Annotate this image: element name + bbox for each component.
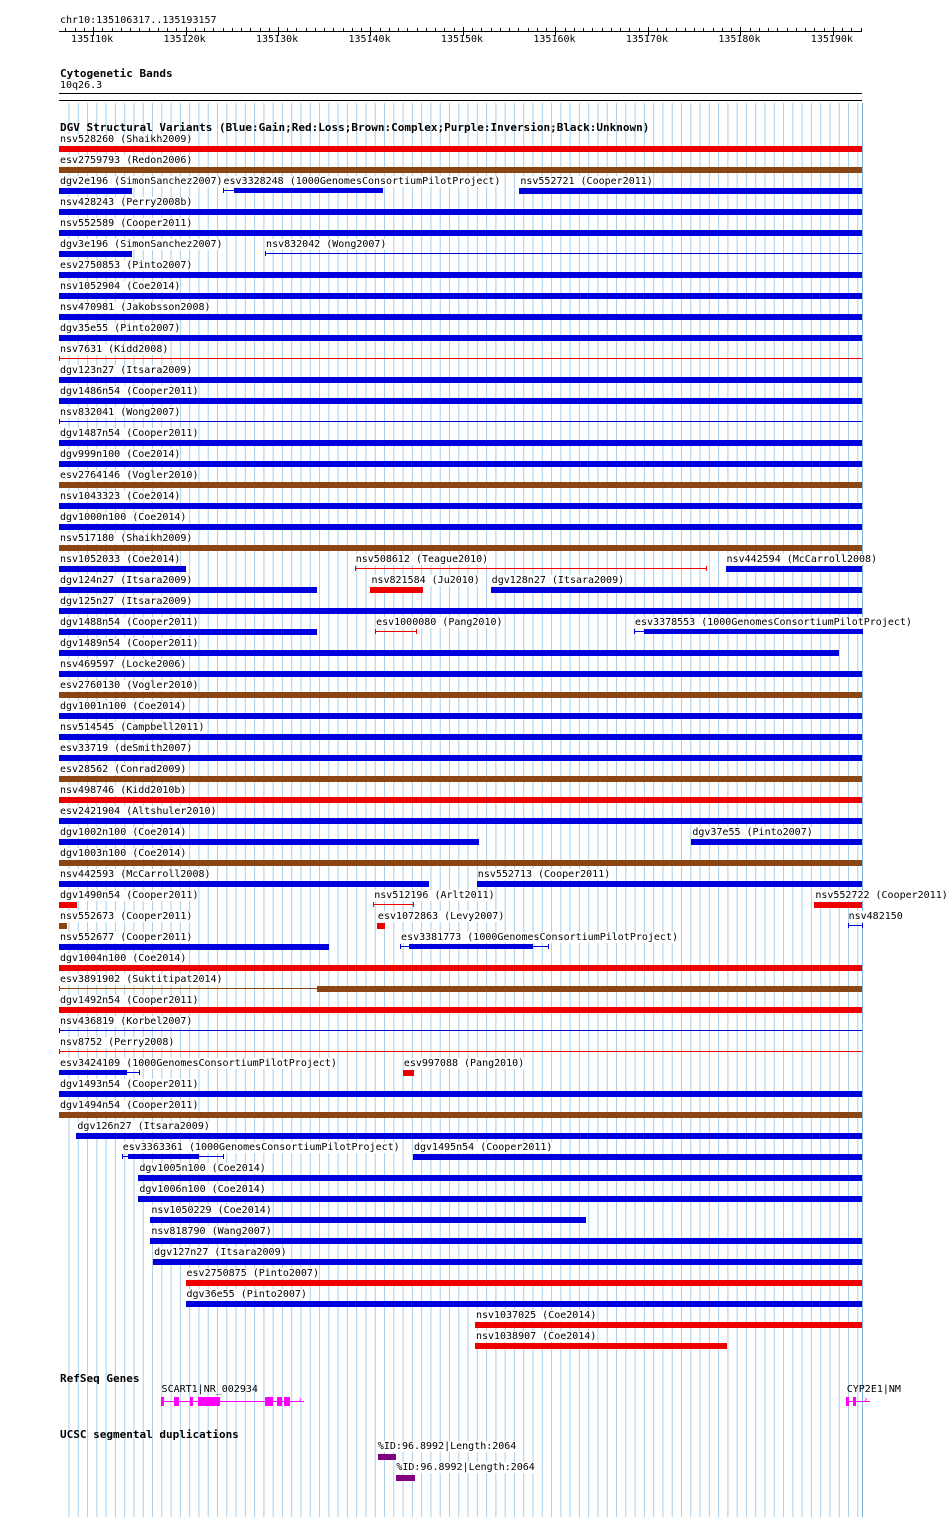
gene-exon	[174, 1397, 179, 1406]
ruler-minor-tick	[796, 28, 797, 31]
sv-label: dgv36e55 (Pinto2007)	[186, 1289, 307, 1300]
sv-label: nsv552677 (Cooper2011)	[60, 932, 193, 943]
sv-label: nsv1037025 (Coe2014)	[475, 1310, 597, 1321]
segdup-bar	[396, 1475, 414, 1481]
sv-bar	[726, 566, 862, 572]
sv-label: dgv1006n100 (Coe2014)	[139, 1184, 266, 1195]
sv-line-cap	[634, 629, 635, 634]
sv-bar	[59, 902, 77, 908]
sv-line-cap	[373, 902, 374, 907]
sv-bar	[519, 188, 862, 194]
sv-line	[59, 988, 317, 989]
sv-line	[265, 253, 862, 254]
sv-label: nsv514545 (Campbell2011)	[60, 722, 205, 733]
sv-label: esv2421904 (Altshuler2010)	[60, 806, 217, 817]
gene-label: SCART1|NR_002934	[161, 1384, 258, 1395]
sv-bar	[59, 314, 862, 320]
sv-label: nsv552589 (Cooper2011)	[60, 218, 193, 229]
ruler-minor-tick	[426, 28, 427, 31]
sv-label: nsv442594 (McCarroll2008)	[726, 554, 878, 565]
sv-label: dgv1487n54 (Cooper2011)	[60, 428, 199, 439]
ruler-minor-tick	[528, 28, 529, 31]
sv-bar	[153, 1259, 862, 1265]
sv-bar	[59, 545, 862, 551]
sv-bar	[59, 188, 132, 194]
ruler-minor-tick	[713, 28, 714, 31]
sv-bar	[59, 944, 329, 950]
sv-bar	[186, 1301, 862, 1307]
segdup-track-title: UCSC segmental duplications	[60, 1428, 239, 1441]
ruler-minor-tick	[158, 28, 159, 31]
sv-bar	[186, 1280, 862, 1286]
sv-bar	[644, 629, 862, 634]
sv-label: dgv1001n100 (Coe2014)	[60, 701, 187, 712]
sv-label: esv3363361 (1000GenomesConsortiumPilotProject)	[122, 1142, 400, 1153]
sv-bar	[814, 902, 862, 908]
sv-label: dgv1488n54 (Cooper2011)	[60, 617, 199, 628]
ruler-minor-tick	[500, 28, 501, 31]
ruler-tick-label: 135140k	[348, 34, 391, 45]
sv-line-cap	[59, 356, 60, 361]
ruler-minor-tick	[565, 28, 566, 31]
ruler-minor-tick	[787, 28, 788, 31]
ruler-minor-tick	[130, 28, 131, 31]
ruler-minor-tick	[176, 28, 177, 31]
sv-bar	[59, 524, 862, 530]
ruler-minor-tick	[407, 28, 408, 31]
sv-bar	[59, 881, 429, 887]
ruler-minor-tick	[260, 28, 261, 31]
ruler-minor-tick	[731, 28, 732, 31]
ruler-minor-tick	[602, 28, 603, 31]
ruler-minor-tick	[777, 28, 778, 31]
sv-label: dgv999n100 (Coe2014)	[60, 449, 181, 460]
ruler-minor-tick	[75, 28, 76, 31]
sv-bar	[128, 1154, 199, 1159]
sv-line-cap	[223, 188, 224, 193]
sv-label: dgv1486n54 (Cooper2011)	[60, 386, 199, 397]
sv-bar	[59, 293, 862, 299]
sv-line-cap	[265, 251, 266, 256]
ruler-minor-tick	[315, 28, 316, 31]
cytoband-line-top	[59, 93, 862, 94]
sv-bar	[59, 860, 862, 866]
sv-label: nsv1052033 (Coe2014)	[60, 554, 181, 565]
sv-bar	[491, 587, 862, 593]
ruler-minor-tick	[269, 28, 270, 31]
sv-line-cap	[706, 566, 707, 571]
ruler-minor-tick	[768, 28, 769, 31]
ruler-tick-label: 135110k	[71, 34, 114, 45]
ruler-minor-tick	[509, 28, 510, 31]
ruler-tick-label: 135160k	[533, 34, 576, 45]
sv-line	[375, 631, 416, 632]
sv-label: esv3381773 (1000GenomesConsortiumPilotProject)	[401, 932, 678, 943]
sv-label: esv3378553 (1000GenomesConsortiumPilotProject)	[634, 617, 912, 628]
sv-label: dgv1494n54 (Cooper2011)	[60, 1100, 199, 1111]
ruler-minor-tick	[84, 28, 85, 31]
sv-line-cap	[355, 566, 356, 571]
sv-line-cap	[400, 944, 401, 949]
ruler-minor-tick	[121, 28, 122, 31]
sv-label: dgv37e55 (Pinto2007)	[692, 827, 813, 838]
sv-label: esv2759793 (Redon2006)	[60, 155, 193, 166]
ruler-minor-tick	[574, 28, 575, 31]
sv-label: dgv1002n100 (Coe2014)	[60, 827, 187, 838]
ruler-minor-tick	[491, 28, 492, 31]
ruler-minor-tick	[343, 28, 344, 31]
sv-bar	[59, 335, 862, 341]
sv-bar	[59, 818, 862, 824]
sv-bar	[370, 587, 423, 593]
sv-bar	[475, 1343, 727, 1349]
sv-label: dgv1004n100 (Coe2014)	[60, 953, 187, 964]
ruler-minor-tick	[223, 28, 224, 31]
sv-label: nsv1050229 (Coe2014)	[151, 1205, 272, 1216]
ruler-minor-tick	[750, 28, 751, 31]
sv-bar	[413, 1154, 862, 1160]
sv-line-cap	[413, 902, 414, 907]
ruler-minor-tick	[112, 28, 113, 31]
dgv-track-title: DGV Structural Variants (Blue:Gain;Red:Loss;Brown:Complex;Purple:Inversion;Black:Unknown)	[60, 121, 650, 134]
sv-bar	[59, 251, 132, 257]
sv-label: nsv552721 (Cooper2011)	[520, 176, 653, 187]
sv-label: dgv1000n100 (Coe2014)	[60, 512, 187, 523]
ruler-minor-tick	[306, 28, 307, 31]
sv-bar	[477, 881, 862, 887]
sv-bar	[150, 1238, 862, 1244]
sv-label: nsv552673 (Cooper2011)	[60, 911, 193, 922]
sv-line-cap	[862, 629, 863, 634]
sv-label: nsv442593 (McCarroll2008)	[60, 869, 211, 880]
sv-label: nsv517180 (Shaikh2009)	[60, 533, 193, 544]
sv-bar	[59, 440, 862, 446]
ruler-minor-tick	[361, 28, 362, 31]
sv-label: esv1072863 (Levy2007)	[377, 911, 505, 922]
sv-bar	[59, 776, 862, 782]
sv-label: dgv1003n100 (Coe2014)	[60, 848, 187, 859]
ruler-minor-tick	[592, 28, 593, 31]
sv-label: nsv498746 (Kidd2010b)	[60, 785, 187, 796]
cytoband-line-bottom	[59, 100, 862, 101]
ruler-minor-tick	[398, 28, 399, 31]
ruler-tick-label: 135120k	[163, 34, 206, 45]
sv-label: esv3891902 (Suktitipat2014)	[60, 974, 223, 985]
sv-label: dgv125n27 (Itsara2009)	[60, 596, 193, 607]
sv-bar	[59, 839, 479, 845]
sv-label: esv28562 (Conrad2009)	[60, 764, 187, 775]
ruler-minor-tick	[65, 28, 66, 31]
ruler-minor-tick	[389, 28, 390, 31]
sv-label: dgv1493n54 (Cooper2011)	[60, 1079, 199, 1090]
sv-label: esv2760130 (Vogler2010)	[60, 680, 199, 691]
ruler-minor-tick	[657, 28, 658, 31]
sv-label: dgv1492n54 (Cooper2011)	[60, 995, 199, 1006]
sv-line	[59, 421, 862, 422]
sv-label: esv33719 (deSmith2007)	[60, 743, 193, 754]
gene-exon	[161, 1397, 164, 1406]
sv-label: esv3328248 (1000GenomesConsortiumPilotProject)	[223, 176, 501, 187]
sv-bar	[59, 566, 186, 572]
sv-bar	[377, 923, 385, 929]
sv-bar	[59, 209, 862, 215]
sv-bar	[403, 1070, 414, 1076]
sv-bar	[59, 608, 862, 614]
sv-label: nsv821584 (Ju2010)	[371, 575, 480, 586]
sv-line	[848, 925, 862, 926]
sv-bar	[76, 1133, 862, 1139]
gene-exon	[190, 1397, 193, 1406]
sv-label: esv2764146 (Vogler2010)	[60, 470, 199, 481]
ruler-minor-tick	[352, 28, 353, 31]
sv-bar	[317, 986, 862, 992]
sv-bar	[59, 734, 862, 740]
segdup-label: %ID:96.8992|Length:2064	[396, 1462, 535, 1473]
ruler-minor-tick	[759, 28, 760, 31]
sv-bar	[59, 377, 862, 383]
sv-line-cap	[59, 1028, 60, 1033]
sv-bar	[59, 398, 862, 404]
ruler-minor-tick	[167, 28, 168, 31]
ruler-minor-tick	[250, 28, 251, 31]
sv-label: nsv428243 (Perry2008b)	[60, 197, 193, 208]
sv-label: dgv1495n54 (Cooper2011)	[413, 1142, 553, 1153]
ruler-minor-tick	[417, 28, 418, 31]
sv-label: dgv1490n54 (Cooper2011)	[60, 890, 199, 901]
sv-label: nsv508612 (Teague2010)	[355, 554, 489, 565]
sv-bar	[59, 1091, 862, 1097]
sv-label: esv1000080 (Pang2010)	[376, 617, 503, 628]
sv-bar	[59, 503, 862, 509]
sv-bar	[59, 713, 862, 719]
gene-label: CYP2E1|NM	[846, 1384, 901, 1395]
sv-label: dgv127n27 (Itsara2009)	[154, 1247, 287, 1258]
sv-line-cap	[548, 944, 549, 949]
ruler-minor-tick	[204, 28, 205, 31]
sv-label: dgv128n27 (Itsara2009)	[491, 575, 625, 586]
ruler-minor-tick	[444, 28, 445, 31]
sv-bar	[138, 1196, 862, 1202]
ruler-minor-tick	[139, 28, 140, 31]
ruler-minor-tick	[639, 28, 640, 31]
cytoband-track-title: Cytogenetic Bands	[60, 67, 173, 80]
ruler-minor-tick	[102, 28, 103, 31]
sv-label: nsv470981 (Jakobsson2008)	[60, 302, 211, 313]
sv-bar	[59, 230, 862, 236]
gene-intron-line	[161, 1401, 305, 1402]
ruler-minor-tick	[333, 28, 334, 31]
sv-bar	[59, 482, 862, 488]
sv-label: nsv832042 (Wong2007)	[266, 239, 387, 250]
sv-bar	[234, 188, 384, 193]
sv-bar	[691, 839, 862, 845]
ruler-minor-tick	[583, 28, 584, 31]
sv-label: nsv818790 (Wang2007)	[151, 1226, 272, 1237]
sv-line-cap	[59, 419, 60, 424]
ruler-minor-tick	[472, 28, 473, 31]
sv-label: nsv469597 (Locke2006)	[60, 659, 187, 670]
ruler-minor-tick	[241, 28, 242, 31]
gene-strand-arrow: ›	[297, 1395, 303, 1405]
sv-bar	[59, 629, 317, 635]
sv-line-cap	[375, 629, 376, 634]
ruler-minor-tick	[814, 28, 815, 31]
gene-strand-arrow: ›	[863, 1395, 869, 1405]
ruler-minor-tick	[611, 28, 612, 31]
sv-label: nsv7631 (Kidd2008)	[60, 344, 169, 355]
ruler-minor-tick	[296, 28, 297, 31]
ruler-axis-line	[59, 31, 862, 32]
ruler-minor-tick	[518, 28, 519, 31]
ruler-minor-tick	[213, 28, 214, 31]
sv-line-cap	[862, 923, 863, 928]
sv-label: dgv3e196 (SimonSanchez2007)	[60, 239, 223, 250]
sv-label: nsv552722 (Cooper2011)	[815, 890, 948, 901]
sv-bar	[59, 167, 862, 173]
sv-label: nsv832041 (Wong2007)	[60, 407, 181, 418]
ruler-minor-tick	[629, 28, 630, 31]
sv-line-cap	[59, 1049, 60, 1054]
sv-label: dgv2e196 (SimonSanchez2007)	[60, 176, 223, 187]
gene-exon	[265, 1397, 273, 1406]
sv-label: dgv126n27 (Itsara2009)	[77, 1121, 210, 1132]
sv-bar	[59, 692, 862, 698]
ruler-minor-tick	[195, 28, 196, 31]
sv-label: esv2750875 (Pinto2007)	[186, 1268, 319, 1279]
segdup-bar	[378, 1454, 396, 1460]
sv-bar	[59, 671, 862, 677]
sv-line-cap	[59, 986, 60, 991]
ruler-minor-tick	[676, 28, 677, 31]
ruler-minor-tick	[824, 28, 825, 31]
sv-label: nsv528260 (Shaikh2009)	[60, 134, 193, 145]
sv-bar	[59, 1070, 127, 1075]
sv-line-cap	[223, 1154, 224, 1159]
sv-bar	[59, 650, 839, 656]
ruler-tick-label: 135170k	[625, 34, 669, 45]
ruler-minor-tick	[620, 28, 621, 31]
sv-line	[373, 904, 413, 905]
ruler-minor-tick	[703, 28, 704, 31]
ruler-minor-tick	[694, 28, 695, 31]
ruler-minor-tick	[454, 28, 455, 31]
sv-label: dgv35e55 (Pinto2007)	[60, 323, 181, 334]
ruler-minor-tick	[287, 28, 288, 31]
ruler-region-label: chr10:135106317..135193157	[60, 15, 217, 26]
sv-bar	[59, 755, 862, 761]
sv-label: nsv482150	[848, 911, 903, 922]
sv-line-cap	[122, 1154, 123, 1159]
sv-label: nsv1052904 (Coe2014)	[60, 281, 181, 292]
sv-label: nsv1043323 (Coe2014)	[60, 491, 181, 502]
sv-bar	[59, 1007, 862, 1013]
gene-exon	[846, 1397, 849, 1406]
sv-bar	[138, 1175, 862, 1181]
gene-exon	[287, 1397, 290, 1406]
segdup-label: %ID:96.8992|Length:2064	[377, 1441, 517, 1452]
ruler-minor-tick	[842, 28, 843, 31]
sv-line	[355, 568, 706, 569]
ruler-minor-tick	[537, 28, 538, 31]
sv-label: dgv124n27 (Itsara2009)	[60, 575, 193, 586]
sv-bar	[59, 1112, 862, 1118]
sv-line-cap	[848, 923, 849, 928]
sv-bar	[409, 944, 533, 949]
sv-label: dgv123n27 (Itsara2009)	[60, 365, 193, 376]
ruler-minor-tick	[324, 28, 325, 31]
sv-label: esv2750853 (Pinto2007)	[60, 260, 193, 271]
ruler-minor-tick	[861, 28, 862, 31]
sv-label: dgv1489n54 (Cooper2011)	[60, 638, 199, 649]
cytoband-label: 10q26.3	[60, 80, 103, 91]
sv-line-cap	[139, 1070, 140, 1075]
sv-label: dgv1005n100 (Coe2014)	[139, 1163, 266, 1174]
ruler-minor-tick	[380, 28, 381, 31]
ruler-minor-tick	[232, 28, 233, 31]
ruler-minor-tick	[851, 28, 852, 31]
sv-bar	[59, 923, 67, 929]
gene-exon	[198, 1397, 219, 1406]
ruler-minor-tick	[722, 28, 723, 31]
sv-bar	[59, 587, 317, 593]
sv-bar	[475, 1322, 862, 1328]
gene-exon	[853, 1397, 856, 1406]
sv-label: nsv512196 (Arlt2011)	[374, 890, 495, 901]
gene-exon	[277, 1397, 282, 1406]
sv-bar	[59, 461, 862, 467]
ruler-minor-tick	[685, 28, 686, 31]
refseq-track-title: RefSeq Genes	[60, 1372, 140, 1385]
ruler-minor-tick	[481, 28, 482, 31]
sv-bar	[59, 272, 862, 278]
sv-label: esv997088 (Pang2010)	[403, 1058, 525, 1069]
sv-line-cap	[416, 629, 417, 634]
ruler-tick-label: 135130k	[255, 34, 299, 45]
ruler-tick-label: 135190k	[810, 34, 853, 45]
sv-label: nsv1038907 (Coe2014)	[475, 1331, 597, 1342]
sv-line	[59, 1051, 862, 1052]
sv-line	[59, 1030, 862, 1031]
ruler-tick-label: 135150k	[440, 34, 484, 45]
ruler-minor-tick	[149, 28, 150, 31]
sv-label: nsv436819 (Korbel2007)	[60, 1016, 193, 1027]
ruler-minor-tick	[805, 28, 806, 31]
ruler-minor-tick	[435, 28, 436, 31]
sv-bar	[150, 1217, 586, 1223]
sv-bar	[59, 797, 862, 803]
sv-bar	[59, 146, 862, 152]
ruler-tick-label: 135180k	[718, 34, 761, 45]
sv-line	[59, 358, 862, 359]
sv-bar	[59, 965, 862, 971]
ruler-minor-tick	[546, 28, 547, 31]
ruler-minor-tick	[666, 28, 667, 31]
sv-label: nsv8752 (Perry2008)	[60, 1037, 175, 1048]
sv-label: nsv552713 (Cooper2011)	[477, 869, 611, 880]
sv-label: esv3424109 (1000GenomesConsortiumPilotProject)	[60, 1058, 337, 1069]
